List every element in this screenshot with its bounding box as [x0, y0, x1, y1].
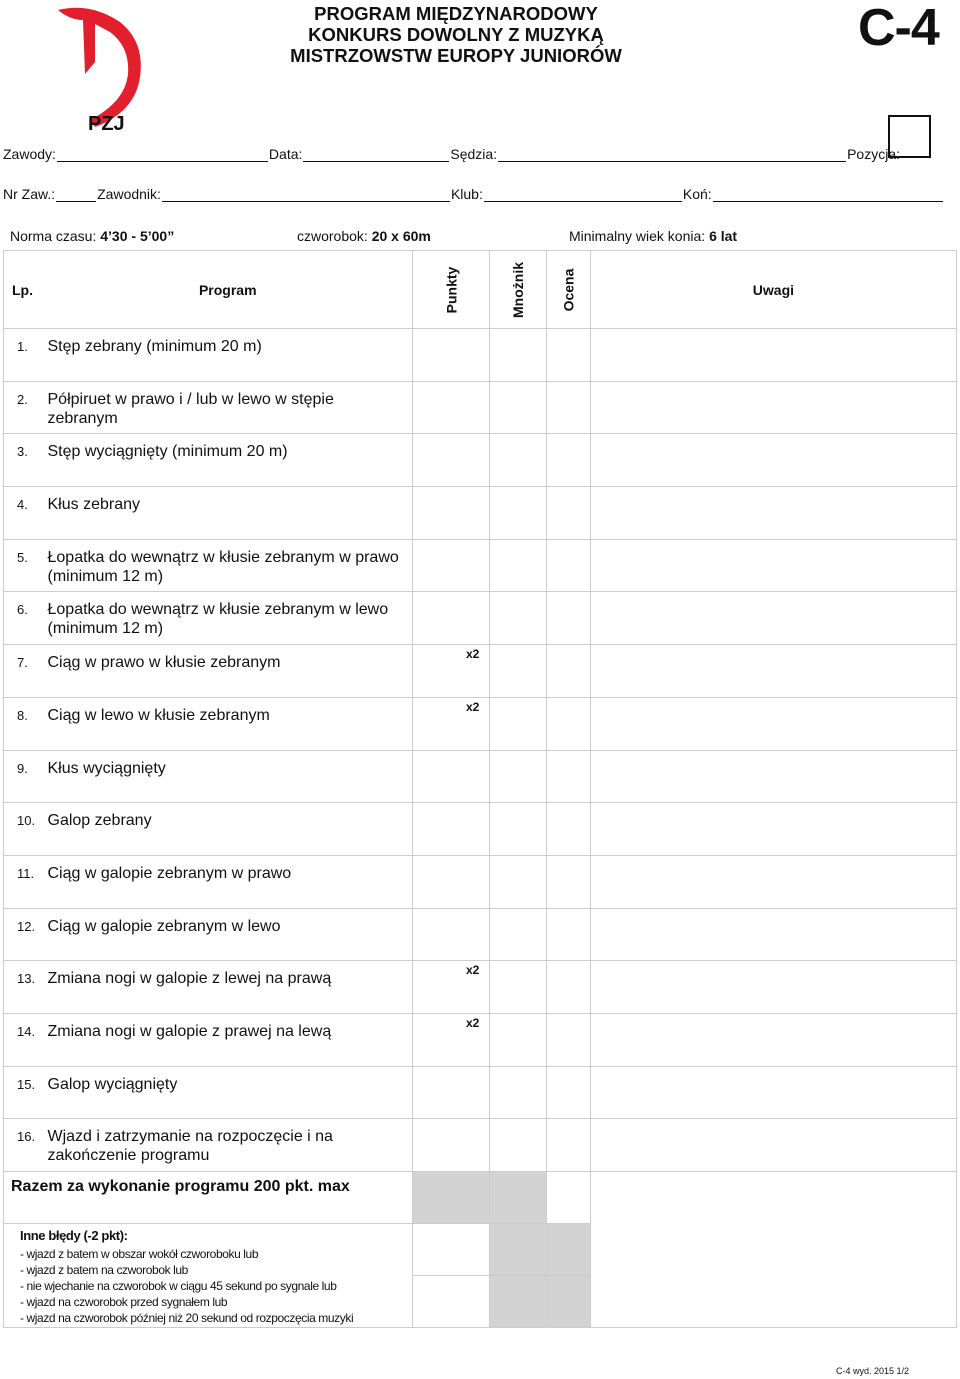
mnoznik-cell [490, 750, 547, 803]
punkty-cell[interactable] [413, 487, 490, 540]
czworobok: czworobok: 20 x 60m [297, 228, 431, 244]
row-exercise: Zmiana nogi w galopie z prawej na lewą [44, 1013, 413, 1066]
mnoznik-cell [466, 697, 547, 750]
pozycja-box[interactable] [888, 115, 931, 158]
uwagi-cell[interactable] [590, 1172, 956, 1328]
table-row [4, 329, 957, 382]
title-line: PROGRAM MIĘDZYNARODOWY [314, 3, 598, 24]
norma-czasu: Norma czasu: 4’30 - 5’00” [10, 228, 175, 244]
klub-field[interactable] [484, 188, 682, 202]
table-row [4, 592, 957, 645]
header-uwagi: Uwagi [590, 251, 956, 329]
ocena-cell[interactable] [547, 697, 591, 750]
ocena-cell[interactable] [547, 1119, 591, 1172]
errors-title: Inne błędy (-2 pkt): [20, 1228, 128, 1243]
uwagi-cell[interactable] [590, 908, 956, 961]
row-exercise: Ciąg w galopie zebranym w prawo [44, 855, 413, 908]
form-code: C-4 [858, 0, 939, 57]
mnoznik-cell [490, 908, 547, 961]
data-field[interactable] [303, 148, 449, 162]
ocena-cell[interactable] [547, 750, 591, 803]
error-item: - wjazd z batem w obszar wokół czworoboku lub [20, 1247, 259, 1261]
table-row [4, 645, 957, 698]
row-number: 15. [4, 1066, 44, 1119]
title-line: KONKURS DOWOLNY Z MUZYKĄ [308, 24, 604, 45]
row-exercise: Zmiana nogi w galopie z lewej na prawą [44, 961, 413, 1014]
row-exercise: Galop zebrany [44, 803, 413, 856]
row-exercise: Stęp wyciągnięty (minimum 20 m) [44, 434, 413, 487]
row-number: 7. [4, 645, 44, 698]
errors-grey-cell [547, 1224, 591, 1276]
errors-grey-cell [547, 1276, 591, 1328]
multiplier: x2 [466, 963, 480, 978]
zawodnik-field[interactable] [162, 188, 450, 202]
table-row [4, 961, 957, 1014]
document-title [250, 3, 662, 66]
table-row [4, 487, 957, 540]
punkty-cell[interactable] [413, 539, 490, 592]
punkty-cell[interactable] [413, 1119, 490, 1172]
table-row [4, 539, 957, 592]
table-row [4, 803, 957, 856]
kon-field[interactable] [713, 188, 943, 202]
ocena-cell[interactable] [547, 908, 591, 961]
uwagi-cell[interactable] [590, 855, 956, 908]
mnoznik-cell [490, 434, 547, 487]
mnoznik-cell [466, 645, 547, 698]
scoring-table [3, 250, 957, 1328]
table-row [4, 1013, 957, 1066]
row-exercise: Półpiruet w prawo i / lub w lewo w stępie zebranym [44, 381, 413, 434]
uwagi-cell[interactable] [590, 487, 956, 540]
table-row [4, 750, 957, 803]
row-number: 8. [4, 697, 44, 750]
header-punkty: Punkty [413, 251, 490, 329]
error-item: - nie wjechanie na czworobok w ciągu 45 sekund po sygnale lub [20, 1279, 337, 1293]
error-item: - wjazd na czworobok później niż 20 sekund od rozpoczęcia muzyki [20, 1311, 354, 1325]
row-exercise: Ciąg w galopie zebranym w lewo [44, 908, 413, 961]
ocena-cell[interactable] [547, 1013, 591, 1066]
ocena-cell[interactable] [547, 487, 591, 540]
pzj-logo [50, 2, 150, 134]
row-number: 13. [4, 961, 44, 1014]
multiplier: x2 [466, 699, 480, 714]
mnoznik-cell [490, 1119, 547, 1172]
sedzia-label: Sędzia: [450, 146, 498, 162]
error-item: - wjazd z batem na czworobok lub [20, 1263, 188, 1277]
punkty-cell[interactable] [413, 1066, 490, 1119]
errors-grey-cell [490, 1224, 547, 1276]
row-exercise: Kłus wyciągnięty [44, 750, 413, 803]
table-row [4, 908, 957, 961]
ocena-cell[interactable] [547, 539, 591, 592]
row-number: 2. [4, 381, 44, 434]
uwagi-cell[interactable] [590, 1013, 956, 1066]
min-wiek: Minimalny wiek konia: 6 lat [569, 228, 738, 244]
punkty-cell[interactable] [413, 592, 490, 645]
row-exercise: Łopatka do wewnątrz w kłusie zebranym w lewo (minimum 12 m) [44, 592, 413, 645]
row-number: 5. [4, 539, 44, 592]
punkty-cell[interactable] [413, 855, 490, 908]
row-number: 16. [4, 1119, 44, 1172]
mnoznik-cell [490, 539, 547, 592]
uwagi-cell[interactable] [590, 645, 956, 698]
ocena-cell[interactable] [547, 803, 591, 856]
row-number: 3. [4, 434, 44, 487]
ocena-cell[interactable] [547, 645, 591, 698]
multiplier: x2 [466, 1015, 480, 1030]
mnoznik-cell [466, 1013, 547, 1066]
errors-points-cell[interactable] [413, 1224, 490, 1276]
summary-label: Razem za wykonanie programu 200 pkt. max [4, 1172, 413, 1224]
row-exercise: Ciąg w lewo w kłusie zebranym [44, 697, 413, 750]
punkty-cell[interactable] [413, 750, 490, 803]
nr-zaw-field[interactable] [56, 188, 96, 202]
ocena-cell[interactable] [547, 434, 591, 487]
logo-text: PZJ [88, 113, 125, 134]
footer-edition: C-4 wyd. 2015 1/2 [836, 1366, 910, 1376]
uwagi-cell[interactable] [590, 381, 956, 434]
uwagi-cell[interactable] [590, 961, 956, 1014]
row-number: 11. [4, 855, 44, 908]
error-item: - wjazd na czworobok przed sygnałem lub [20, 1295, 228, 1309]
header-ocena: Ocena [547, 251, 591, 329]
punkty-cell[interactable] [413, 381, 490, 434]
header-mnoznik: Mnożnik [490, 251, 547, 329]
uwagi-cell[interactable] [590, 1119, 956, 1172]
mnoznik-cell [490, 1066, 547, 1119]
punkty-cell[interactable] [413, 803, 490, 856]
header-lp: Lp. [4, 251, 44, 329]
errors-grey-cell [490, 1276, 547, 1328]
row-exercise: Łopatka do wewnątrz w kłusie zebranym w prawo (minimum 12 m) [44, 539, 413, 592]
table-row [4, 381, 957, 434]
data-label: Data: [268, 146, 303, 162]
ocena-cell[interactable] [547, 381, 591, 434]
summary-total-cell[interactable] [547, 1172, 591, 1224]
ocena-cell[interactable] [547, 329, 591, 382]
table-row [4, 434, 957, 487]
klub-label: Klub: [450, 186, 483, 202]
uwagi-cell[interactable] [590, 592, 956, 645]
zawody-field[interactable] [57, 148, 268, 162]
summary-grey-cell [413, 1172, 490, 1224]
zawodnik-label: Zawodnik: [97, 186, 161, 202]
row-exercise: Wjazd i zatrzymanie na rozpoczęcie i na zakończenie programu [44, 1119, 413, 1172]
ocena-cell[interactable] [547, 961, 591, 1014]
row-exercise: Galop wyciągnięty [44, 1066, 413, 1119]
row-number: 6. [4, 592, 44, 645]
table-row [4, 1119, 957, 1172]
mnoznik-cell [490, 329, 547, 382]
pozycja-label: Pozycja: [847, 146, 901, 162]
ocena-cell[interactable] [547, 855, 591, 908]
multiplier: x2 [466, 647, 480, 662]
zawody-label: Zawody: [3, 146, 56, 162]
punkty-cell[interactable] [413, 329, 490, 382]
mnoznik-cell [466, 961, 547, 1014]
uwagi-cell[interactable] [590, 803, 956, 856]
row-number: 14. [4, 1013, 44, 1066]
row-number: 10. [4, 803, 44, 856]
header-program: Program [44, 251, 413, 329]
mnoznik-cell [490, 803, 547, 856]
table-row [4, 855, 957, 908]
punkty-cell[interactable] [413, 908, 490, 961]
mnoznik-cell [490, 855, 547, 908]
fields-row-1 [3, 146, 900, 162]
uwagi-cell[interactable] [590, 697, 956, 750]
mnoznik-cell [490, 592, 547, 645]
errors-list [4, 1224, 413, 1328]
table-row [4, 697, 957, 750]
uwagi-cell[interactable] [590, 539, 956, 592]
punkty-cell[interactable] [413, 434, 490, 487]
errors-points-cell[interactable] [413, 1276, 490, 1328]
table-row [4, 1066, 957, 1119]
row-number: 1. [4, 329, 44, 382]
row-number: 4. [4, 487, 44, 540]
row-number: 9. [4, 750, 44, 803]
uwagi-cell[interactable] [590, 1066, 956, 1119]
uwagi-cell[interactable] [590, 750, 956, 803]
ocena-cell[interactable] [547, 1066, 591, 1119]
row-exercise: Stęp zebrany (minimum 20 m) [44, 329, 413, 382]
summary-row [4, 1172, 957, 1224]
kon-label: Koń: [682, 186, 712, 202]
mnoznik-cell [490, 381, 547, 434]
uwagi-cell[interactable] [590, 434, 956, 487]
row-number: 12. [4, 908, 44, 961]
uwagi-cell[interactable] [590, 329, 956, 382]
sedzia-field[interactable] [498, 148, 846, 162]
ocena-cell[interactable] [547, 592, 591, 645]
fields-row-2 [3, 186, 944, 202]
row-exercise: Kłus zebrany [44, 487, 413, 540]
mnoznik-cell [490, 487, 547, 540]
nr-zaw-label: Nr Zaw.: [3, 186, 56, 202]
summary-grey-cell [490, 1172, 547, 1224]
row-exercise: Ciąg w prawo w kłusie zebranym [44, 645, 413, 698]
title-line: MISTRZOWSTW EUROPY JUNIORÓW [290, 45, 622, 66]
